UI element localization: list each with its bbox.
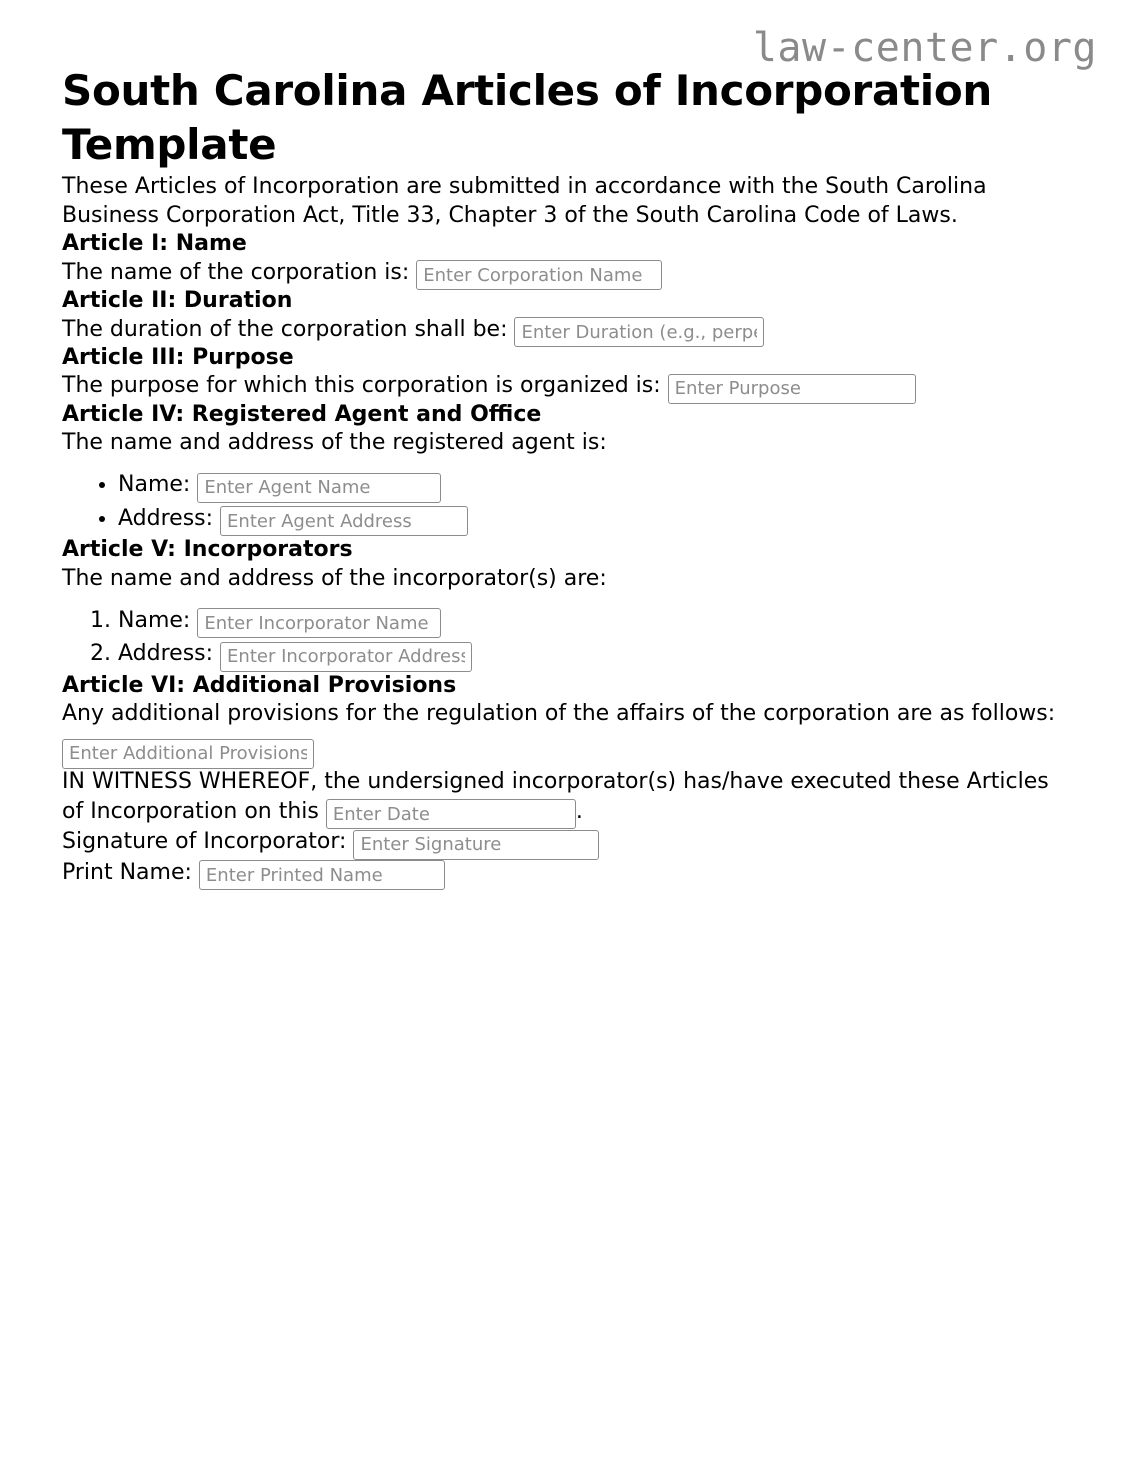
print-name-input[interactable] — [199, 860, 445, 890]
site-watermark: law-center.org — [752, 25, 1097, 71]
agent-address-label: Address: — [118, 505, 214, 531]
agent-address-input[interactable] — [220, 506, 468, 536]
article-6-body: Any additional provisions for the regulation of the affairs of the corporation are as follows: — [62, 700, 1056, 726]
agent-name-label: Name: — [118, 472, 191, 498]
incorporator-name-input[interactable] — [197, 608, 441, 638]
article-heading-2: Article II: Duration — [62, 288, 293, 314]
incorporator-address-label: Address: — [118, 641, 214, 667]
signature-label: Signature of Incorporator: — [62, 829, 347, 855]
signature-row — [62, 827, 1065, 858]
agent-name-input[interactable] — [197, 473, 441, 503]
purpose-input[interactable] — [668, 374, 916, 404]
additional-provisions-row — [62, 737, 1065, 767]
article-heading-3: Article III: Purpose — [62, 345, 294, 371]
signature-input[interactable] — [353, 830, 599, 860]
incorporator-address-input[interactable] — [220, 642, 472, 672]
corporation-name-input[interactable] — [416, 260, 662, 290]
page-title: South Carolina Articles of Incorporation Template — [62, 66, 993, 169]
article-5-body: The name and address of the incorporator(s) are: — [62, 565, 607, 591]
witness-text: IN WITNESS WHEREOF, the undersigned incorporator(s) has/have executed these Articles of Incorporation on this — [62, 768, 1049, 824]
incorporator-list — [62, 606, 1065, 673]
article-3-body — [62, 371, 1065, 402]
article-heading-6: Article VI: Additional Provisions — [62, 672, 457, 698]
article-1-label: The name of the corporation is: — [62, 259, 410, 285]
witness-period: . — [575, 798, 583, 824]
article-2-label: The duration of the corporation shall be: — [62, 316, 508, 342]
article-3-label: The purpose for which this corporation is organized is: — [62, 373, 661, 399]
article-4-body: The name and address of the registered agent is: — [62, 430, 607, 456]
date-input[interactable] — [326, 799, 576, 829]
witness-paragraph — [62, 767, 1065, 827]
list-item — [118, 606, 1065, 640]
article-heading-1: Article I: Name — [62, 231, 247, 257]
article-heading-4: Article IV: Registered Agent and Office — [62, 401, 542, 427]
print-name-row — [62, 858, 1065, 889]
article-2-body — [62, 315, 1065, 346]
article-1-body — [62, 258, 1065, 289]
list-item — [118, 639, 1065, 673]
additional-provisions-input[interactable] — [62, 739, 314, 769]
duration-input[interactable] — [514, 317, 764, 347]
registered-agent-list — [62, 470, 1065, 537]
article-heading-5: Article V: Incorporators — [62, 537, 353, 563]
incorporator-name-label: Name: — [118, 607, 191, 633]
print-name-label: Print Name: — [62, 859, 192, 885]
intro-paragraph: These Articles of Incorporation are submitted in accordance with the South Carolina Business Corporation Act, Title 33, Chapter 3 of the South Carolina Code of Laws. — [62, 173, 987, 229]
list-item — [118, 470, 1065, 504]
list-item — [118, 504, 1065, 538]
